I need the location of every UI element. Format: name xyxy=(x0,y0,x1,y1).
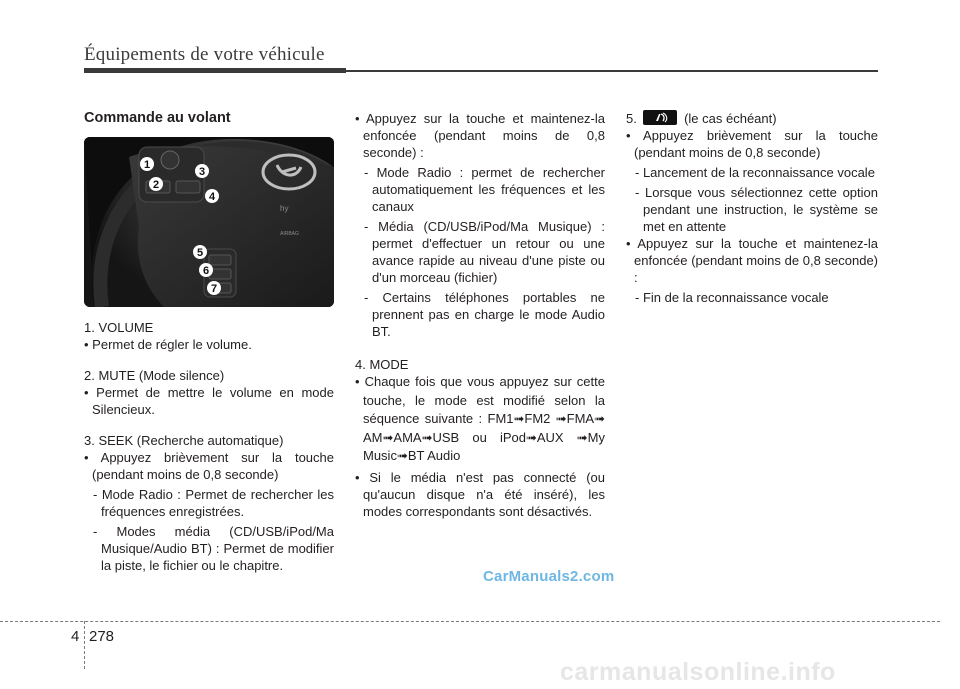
svg-text:1: 1 xyxy=(143,159,151,171)
column-2 xyxy=(355,110,605,520)
mode-bullet-sequence: • Chaque fois que vous appuyez sur cette touche, le mode est modifié selon la séquence suivante : FM1➟FM2 ➟FMA➟ AM➟AMA➟USB ou iPod➟AUX ➟My Music➟BT Audio xyxy=(355,374,605,463)
watermark-carmanuals2: CarManuals2.com xyxy=(483,568,615,585)
seek-dash-media-long: - Média (CD/USB/iPod/Ma Musique) : permet d'effectuer un retour ou une avance rapide au niveau d'une piste ou d'un morceau (fichier) xyxy=(364,219,605,285)
svg-text:5: 5 xyxy=(196,247,204,259)
section-title: Commande au volant xyxy=(84,110,231,126)
voice-heading-note: (le cas échéant) xyxy=(684,111,777,126)
column-3 xyxy=(626,110,878,306)
seek-bullet-long: • Appuyez sur la touche et maintenez-la enfoncée (pendant moins de 0,8 seconde) : xyxy=(355,111,605,160)
voice-bullet-long: • Appuyez sur la touche et maintenez-la enfoncée (pendant moins de 0,8 seconde) : xyxy=(626,236,878,285)
seek-dash-phones: - Certains téléphones portables ne prennent pas en charge le mode Audio BT. xyxy=(364,290,605,339)
page-number: 278 xyxy=(89,628,115,645)
svg-text:hy: hy xyxy=(280,204,289,213)
seek-dash-radio: - Mode Radio : Permet de rechercher les fréquences enregistrées. xyxy=(93,487,334,519)
seek-dash-radio-long: - Mode Radio : permet de rechercher automatiquement les fréquences et les canaux xyxy=(364,165,605,214)
seek-dash-media: - Modes média (CD/USB/iPod/Ma Musique/Audio BT) : Permet de modifier la piste, le fichier ou le chapitre. xyxy=(93,524,334,573)
footer-rule xyxy=(0,621,940,622)
voice-recognition-icon xyxy=(643,110,677,125)
column-1 xyxy=(84,110,334,574)
volume-bullet: • Permet de régler le volume. xyxy=(84,337,252,352)
voice-bullet-short: • Appuyez brièvement sur la touche (pendant moins de 0,8 seconde) xyxy=(626,128,878,160)
voice-dash-standby: - Lorsque vous sélectionnez cette option pendant une instruction, le système se met en attente xyxy=(635,185,878,234)
steering-wheel-illustration xyxy=(84,137,334,307)
mute-heading: 2. MUTE (Mode silence) xyxy=(84,368,225,383)
mode-bullet-disabled: • Si le média n'est pas connecté (ou qu'aucun disque n'a été inséré), les modes correspondants sont désactivés. xyxy=(355,469,605,519)
page-chapter-number: 4 xyxy=(71,628,80,645)
svg-text:2: 2 xyxy=(152,179,160,191)
svg-text:AIRBAG: AIRBAG xyxy=(280,231,299,237)
voice-dash-launch: - Lancement de la reconnaissance vocale xyxy=(635,165,875,180)
mode-heading: 4. MODE xyxy=(355,357,409,372)
svg-text:4: 4 xyxy=(208,191,216,203)
watermark-carmanualsonline: carmanualsonline.info xyxy=(560,658,836,686)
mute-bullet: • Permet de mettre le volume en mode Silencieux. xyxy=(84,385,334,417)
svg-text:6: 6 xyxy=(202,265,210,277)
seek-bullet-short: • Appuyez brièvement sur la touche (pendant moins de 0,8 seconde) xyxy=(84,450,334,482)
voice-heading xyxy=(626,110,878,127)
footer-vertical-rule xyxy=(84,621,85,669)
svg-text:7: 7 xyxy=(210,283,218,295)
page-header-title: Équipements de votre véhicule xyxy=(84,44,325,65)
header-rule-thick xyxy=(84,68,346,73)
svg-text:3: 3 xyxy=(198,166,206,178)
voice-heading-number: 5. xyxy=(626,111,637,126)
voice-dash-end: - Fin de la reconnaissance vocale xyxy=(635,290,829,305)
seek-heading: 3. SEEK (Recherche automatique) xyxy=(84,433,284,448)
header-rule-thin xyxy=(346,70,878,72)
steering-wheel-figure xyxy=(84,137,334,307)
volume-heading: 1. VOLUME xyxy=(84,320,154,335)
